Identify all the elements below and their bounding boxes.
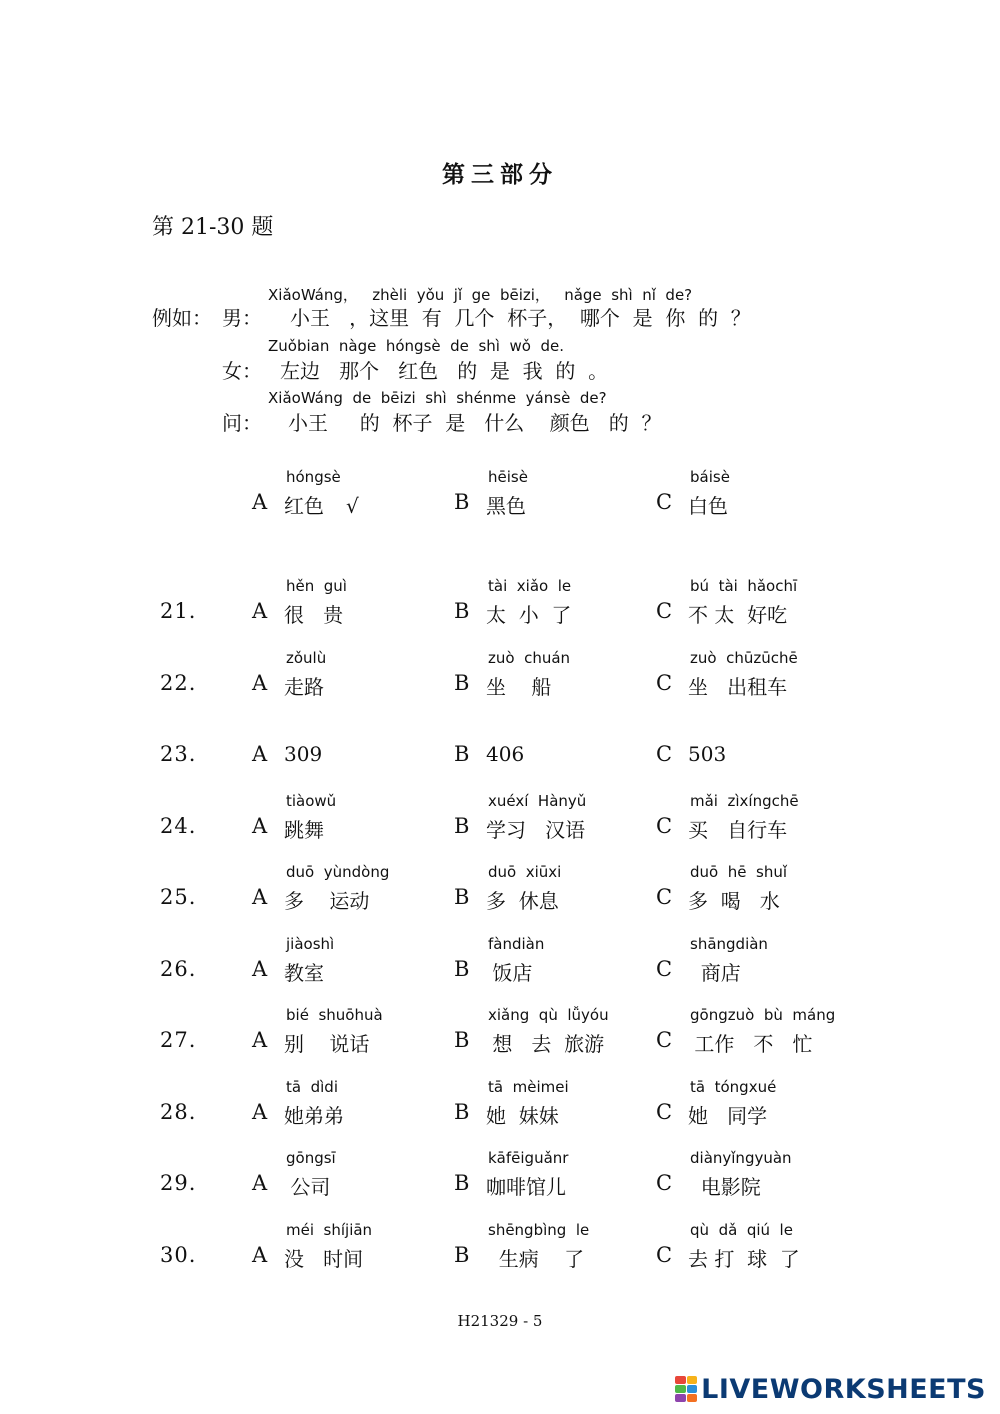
option-letter: B bbox=[454, 1243, 470, 1267]
question-number: 27. bbox=[160, 1028, 197, 1052]
question-row bbox=[0, 933, 1000, 993]
answer-option-c[interactable] bbox=[656, 790, 856, 850]
option-pinyin: tā tóngxué bbox=[690, 1078, 777, 1096]
option-hanzi: 309 bbox=[284, 742, 323, 766]
option-hanzi: 她 同学 bbox=[688, 1104, 768, 1128]
answer-option-c[interactable] bbox=[656, 1004, 856, 1064]
option-letter: C bbox=[656, 671, 673, 695]
option-letter: A bbox=[252, 885, 268, 909]
option-letter: B bbox=[454, 957, 470, 981]
example-options bbox=[0, 466, 1000, 526]
answer-option-a[interactable] bbox=[252, 1147, 452, 1207]
option-hanzi: 学习 汉语 bbox=[486, 818, 586, 842]
option-hanzi: 多 休息 bbox=[486, 889, 559, 913]
option-letter: B bbox=[454, 742, 470, 766]
option-pinyin: tiàowǔ bbox=[286, 792, 337, 810]
example-line-2-hanzi: 左边 那个 红色 的 是 我 的 。 bbox=[280, 359, 609, 383]
answer-option-c[interactable] bbox=[656, 575, 856, 635]
option-hanzi: 生病 了 bbox=[486, 1247, 585, 1271]
option-hanzi: 想 去 旅游 bbox=[486, 1032, 605, 1056]
question-number: 24. bbox=[160, 814, 197, 838]
option-pinyin: fàndiàn bbox=[488, 935, 545, 953]
answer-option-b[interactable] bbox=[454, 575, 654, 635]
option-hanzi: 406 bbox=[486, 742, 525, 766]
answer-option-c[interactable] bbox=[656, 933, 856, 993]
example-line-1-pinyin: XiǎoWáng， zhèli yǒu jǐ ge bēizi， nǎge shì nǐ de? bbox=[268, 286, 693, 304]
answer-option-a[interactable] bbox=[252, 1004, 452, 1064]
option-hanzi: 503 bbox=[688, 742, 727, 766]
question-row bbox=[0, 1147, 1000, 1207]
option-hanzi: 别 说话 bbox=[284, 1032, 370, 1056]
option-hanzi: 红色 bbox=[284, 494, 324, 518]
answer-option-b[interactable] bbox=[454, 647, 654, 707]
example-line-3-hanzi: 小王 的 杯子 是 什么 颜色 的 ？ bbox=[288, 411, 662, 435]
option-hanzi: 没 时间 bbox=[284, 1247, 364, 1271]
checkmark-icon: √ bbox=[346, 494, 359, 518]
watermark-text: LIVEWORKSHEETS bbox=[701, 1373, 986, 1405]
option-pinyin: mǎi zìxíngchē bbox=[690, 792, 799, 810]
option-hanzi: 电影院 bbox=[688, 1175, 761, 1199]
example-option-c[interactable] bbox=[656, 466, 856, 526]
option-letter: A bbox=[252, 742, 268, 766]
option-pinyin: zǒulù bbox=[286, 649, 327, 667]
logo-tile bbox=[675, 1394, 686, 1402]
option-hanzi: 多 运动 bbox=[284, 889, 370, 913]
logo-tile bbox=[687, 1394, 698, 1402]
option-letter: B bbox=[454, 671, 470, 695]
answer-option-c[interactable] bbox=[656, 647, 856, 707]
option-hanzi: 很 贵 bbox=[284, 603, 344, 627]
option-pinyin: duō yùndòng bbox=[286, 863, 390, 881]
option-pinyin: duō xiūxi bbox=[488, 863, 562, 881]
liveworksheets-brand bbox=[675, 1374, 986, 1404]
answer-option-b[interactable] bbox=[454, 1147, 654, 1207]
option-letter: C bbox=[656, 814, 673, 838]
example-speaker-question: 问： bbox=[222, 411, 262, 435]
option-hanzi: 坐 船 bbox=[486, 675, 552, 699]
option-hanzi: 公司 bbox=[284, 1175, 331, 1199]
option-letter: A bbox=[252, 1171, 268, 1195]
option-letter: B bbox=[454, 1100, 470, 1124]
question-number: 25. bbox=[160, 885, 197, 909]
option-pinyin: jiàoshì bbox=[286, 935, 335, 953]
example-line-2-pinyin: Zuǒbian nàge hóngsè de shì wǒ de. bbox=[268, 337, 564, 355]
option-hanzi: 买 自行车 bbox=[688, 818, 788, 842]
answer-option-a[interactable] bbox=[252, 575, 452, 635]
option-letter: A bbox=[252, 957, 268, 981]
answer-option-a[interactable] bbox=[252, 790, 452, 850]
answer-option-c[interactable] bbox=[656, 1076, 856, 1136]
option-pinyin: zuò chuán bbox=[488, 649, 571, 667]
question-number: 29. bbox=[160, 1171, 197, 1195]
question-row bbox=[0, 647, 1000, 707]
option-letter: B bbox=[454, 490, 470, 514]
option-pinyin: hóngsè bbox=[286, 468, 341, 486]
option-letter: A bbox=[252, 671, 268, 695]
section-title: 第三部分 bbox=[442, 161, 558, 188]
answer-option-a[interactable] bbox=[252, 861, 452, 921]
answer-option-c[interactable] bbox=[656, 718, 856, 778]
option-hanzi-wrap bbox=[284, 490, 359, 519]
option-pinyin: bú tài hǎochī bbox=[690, 577, 798, 595]
example-line-1-hanzi: 小王 ，这里 有 几个 杯子， 哪个 是 你 的 ？ bbox=[290, 306, 751, 330]
question-row bbox=[0, 1004, 1000, 1064]
logo-tile bbox=[687, 1385, 698, 1393]
question-number: 23. bbox=[160, 742, 197, 766]
answer-option-b[interactable] bbox=[454, 1076, 654, 1136]
question-row bbox=[0, 718, 1000, 778]
option-pinyin: shāngdiàn bbox=[690, 935, 768, 953]
example-option-b[interactable] bbox=[454, 466, 654, 526]
example-label: 例如： bbox=[152, 306, 212, 330]
option-letter: A bbox=[252, 599, 268, 623]
option-pinyin: tài xiǎo le bbox=[488, 577, 572, 595]
example-option-a[interactable] bbox=[252, 466, 452, 526]
option-letter: C bbox=[656, 1100, 673, 1124]
option-pinyin: xuéxí Hànyǔ bbox=[488, 792, 587, 810]
answer-option-a[interactable] bbox=[252, 718, 452, 778]
option-pinyin: duō hē shuǐ bbox=[690, 863, 788, 881]
option-pinyin: kāfēiguǎnr bbox=[488, 1149, 569, 1167]
answer-option-a[interactable] bbox=[252, 647, 452, 707]
option-letter: C bbox=[656, 1028, 673, 1052]
option-letter: C bbox=[656, 742, 673, 766]
option-pinyin: gōngzuò bù máng bbox=[690, 1006, 836, 1024]
option-hanzi: 太 小 了 bbox=[486, 603, 572, 627]
question-range: 第 21-30 题 bbox=[152, 215, 274, 240]
answer-option-c[interactable] bbox=[656, 1147, 856, 1207]
question-row bbox=[0, 1219, 1000, 1279]
option-hanzi: 多 喝 水 bbox=[688, 889, 780, 913]
option-letter: C bbox=[656, 1171, 673, 1195]
option-pinyin: bié shuōhuà bbox=[286, 1006, 383, 1024]
example-line-3-pinyin: XiǎoWáng de bēizi shì shénme yánsè de? bbox=[268, 389, 607, 407]
option-letter: C bbox=[656, 490, 673, 514]
option-letter: A bbox=[252, 814, 268, 838]
option-pinyin: qù dǎ qiú le bbox=[690, 1221, 793, 1239]
option-pinyin: xiǎng qù lǚyóu bbox=[488, 1006, 609, 1024]
option-letter: A bbox=[252, 1028, 268, 1052]
question-number: 21. bbox=[160, 599, 197, 623]
option-letter: B bbox=[454, 1171, 470, 1195]
option-hanzi: 饭店 bbox=[486, 961, 533, 985]
option-letter: C bbox=[656, 599, 673, 623]
question-number: 22. bbox=[160, 671, 197, 695]
question-row bbox=[0, 790, 1000, 850]
option-pinyin: zuò chūzūchē bbox=[690, 649, 798, 667]
option-hanzi: 不 太 好吃 bbox=[688, 603, 788, 627]
answer-option-b[interactable] bbox=[454, 1219, 654, 1279]
option-pinyin: gōngsī bbox=[286, 1149, 336, 1167]
answer-option-a[interactable] bbox=[252, 933, 452, 993]
option-pinyin: tā dìdi bbox=[286, 1078, 338, 1096]
logo-tile bbox=[675, 1385, 686, 1393]
option-hanzi: 走路 bbox=[284, 675, 324, 699]
answer-option-b[interactable] bbox=[454, 790, 654, 850]
option-hanzi: 黑色 bbox=[486, 494, 526, 518]
option-hanzi: 工作 不 忙 bbox=[688, 1032, 813, 1056]
answer-option-a[interactable] bbox=[252, 1076, 452, 1136]
option-pinyin: méi shíjiān bbox=[286, 1221, 373, 1239]
option-pinyin: diànyǐngyuàn bbox=[690, 1149, 792, 1167]
option-hanzi: 教室 bbox=[284, 961, 324, 985]
question-number: 28. bbox=[160, 1100, 197, 1124]
logo-tile bbox=[687, 1376, 698, 1384]
option-letter: B bbox=[454, 1028, 470, 1052]
option-letter: A bbox=[252, 1100, 268, 1124]
answer-option-a[interactable] bbox=[252, 1219, 452, 1279]
option-letter: B bbox=[454, 885, 470, 909]
example-speaker-male: 男： bbox=[222, 306, 262, 330]
answer-option-b[interactable] bbox=[454, 1004, 654, 1064]
answer-option-b[interactable] bbox=[454, 933, 654, 993]
option-pinyin: hěn guì bbox=[286, 577, 347, 595]
option-letter: C bbox=[656, 957, 673, 981]
page-footer: H21329 - 5 bbox=[457, 1312, 543, 1330]
question-row bbox=[0, 1076, 1000, 1136]
answer-option-c[interactable] bbox=[656, 861, 856, 921]
option-letter: A bbox=[252, 490, 268, 514]
option-letter: B bbox=[454, 599, 470, 623]
question-row bbox=[0, 575, 1000, 635]
option-hanzi: 她弟弟 bbox=[284, 1104, 344, 1128]
option-pinyin: tā mèimei bbox=[488, 1078, 569, 1096]
answer-option-b[interactable] bbox=[454, 718, 654, 778]
option-hanzi: 跳舞 bbox=[284, 818, 324, 842]
option-hanzi: 坐 出租车 bbox=[688, 675, 788, 699]
example-speaker-female: 女： bbox=[222, 359, 262, 383]
option-letter: C bbox=[656, 885, 673, 909]
question-number: 30. bbox=[160, 1243, 197, 1267]
option-letter: A bbox=[252, 1243, 268, 1267]
option-hanzi: 咖啡馆儿 bbox=[486, 1175, 566, 1199]
option-pinyin: hēisè bbox=[488, 468, 528, 486]
option-pinyin: shēngbìng le bbox=[488, 1221, 590, 1239]
question-row bbox=[0, 861, 1000, 921]
option-hanzi: 商店 bbox=[688, 961, 741, 985]
option-hanzi: 白色 bbox=[688, 494, 728, 518]
liveworksheets-logo-icon bbox=[675, 1376, 697, 1402]
option-pinyin: báisè bbox=[690, 468, 730, 486]
answer-option-c[interactable] bbox=[656, 1219, 856, 1279]
logo-tile bbox=[675, 1376, 686, 1384]
option-letter: B bbox=[454, 814, 470, 838]
question-number: 26. bbox=[160, 957, 197, 981]
option-hanzi: 她 妹妹 bbox=[486, 1104, 559, 1128]
option-letter: C bbox=[656, 1243, 673, 1267]
answer-option-b[interactable] bbox=[454, 861, 654, 921]
option-hanzi: 去 打 球 了 bbox=[688, 1247, 800, 1271]
